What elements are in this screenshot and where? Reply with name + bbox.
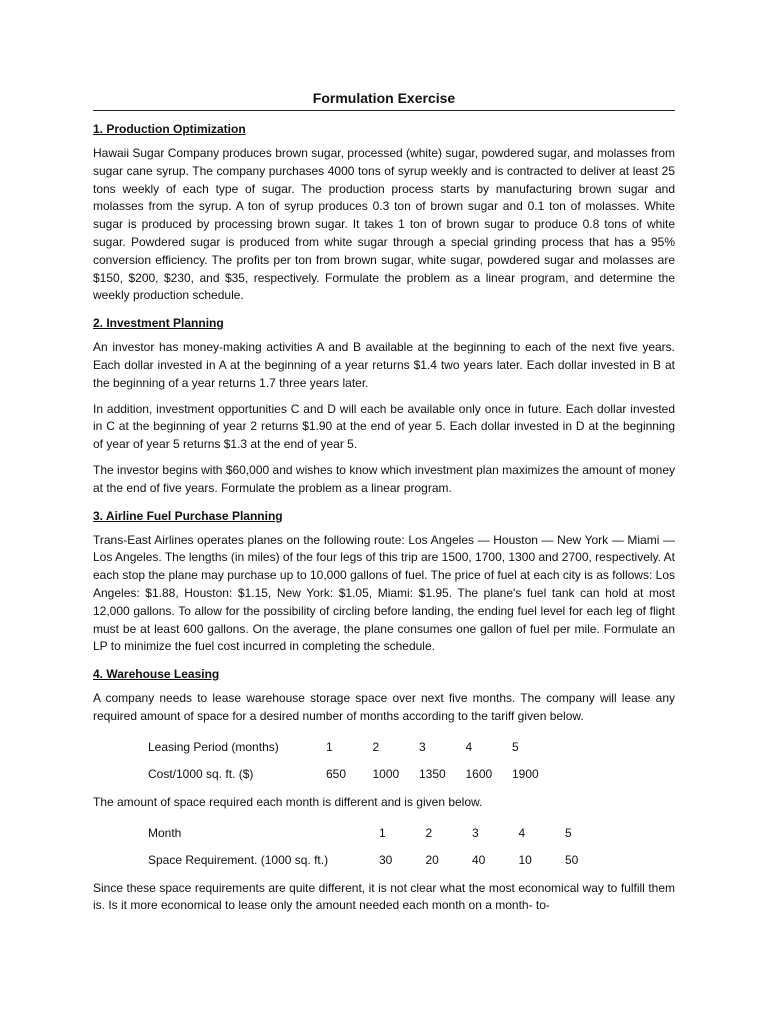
paragraph: The investor begins with $60,000 and wishes to know which investment plan maximizes the amount of money at the end of five years. Formulate the problem as a linear program. (93, 462, 675, 495)
table-row (148, 820, 675, 847)
section-heading: 4. Warehouse Leasing (93, 667, 220, 682)
table-cell: 50 (565, 853, 579, 868)
table-cell: 1350 (419, 767, 446, 782)
paragraph: The amount of space required each month is different and is given below. (93, 794, 483, 809)
paragraph: A company needs to lease warehouse storage space over next five months. The company will lease any required amount of space for a desired number of months according to the tariff given below. (93, 691, 675, 723)
table-cell: 20 (425, 853, 439, 868)
section-heading: 2. Investment Planning (93, 316, 224, 331)
row-label: Month (148, 826, 182, 841)
table-cell: 3 (419, 740, 426, 755)
table-cell: 5 (512, 740, 519, 755)
table-cell: 1600 (465, 767, 493, 782)
space-requirement-table (148, 820, 675, 874)
table-cell: 3 (472, 826, 479, 841)
table-cell: 2 (372, 740, 380, 755)
table-cell: 30 (379, 853, 393, 868)
paragraph: An investor has money-making activities A and B available at the beginning to each of the next five years. Each dollar invested in A at the beginning of a year returns $1.4 two years later. Each dollar invested in B at the beginning of a year returns 1.7 three years later. (93, 340, 675, 390)
section-warehouse-leasing (93, 666, 675, 915)
table-row (148, 761, 675, 788)
section-heading: 1. Production Optimization (93, 122, 246, 136)
table-cell: 4 (518, 826, 526, 841)
table-cell: 1 (379, 826, 386, 841)
document-title: Formulation Exercise (93, 88, 675, 111)
table-cell: 5 (565, 826, 572, 841)
tariff-table (148, 734, 675, 788)
table-cell: 1900 (512, 767, 539, 782)
row-label: Space Requirement. (1000 sq. ft.) (148, 853, 329, 868)
table-row (148, 847, 675, 874)
paragraph: In addition, investment opportunities C and D will each be available only once in future. Each dollar invested in C at the beginning of year 2 returns $1.90 at the end of year 5. Each dollar invested in D at the beginning of year of year 5 returns $1.3 at the end of year 5. (93, 401, 675, 452)
table-cell: 4 (465, 740, 473, 755)
table-cell: 650 (326, 767, 347, 782)
table-cell: 10 (518, 853, 532, 868)
section-airline-fuel (93, 508, 675, 657)
table-cell: 40 (472, 853, 486, 868)
row-label: Leasing Period (months) (148, 740, 279, 755)
paragraph: Since these space requirements are quite different, it is not clear what the most economical way to fulfill them is. Is it more economical to lease only the amount needed each month on a month- to- (93, 880, 675, 913)
table-cell: 1 (326, 740, 333, 755)
paragraph: Hawaii Sugar Company produces brown sugar, processed (white) sugar, powdered sugar, and molasses from sugar cane syrup. The company purchases 4000 tons of syrup weekly and is contracted to deliver at least 25 tons weekly of each type of sugar. The production process starts by manufacturing brown sugar and molasses from the syrup. A ton of syrup produces 0.3 ton of brown sugar and 0.1 ton of molasses. White sugar is produced by processing brown sugar. It takes 1 ton of brown sugar to produce 0.8 tons of white sugar. Powdered sugar is produced from white sugar through a special grinding process that has a 95% conversion efficiency. The profits per ton from brown sugar, white sugar, powdered sugar and molasses are $150, $200, $230, and $35, respectively. Formulate the problem as a linear program, and determine the weekly production schedule. (93, 146, 675, 303)
row-label: Cost/1000 sq. ft. ($) (148, 767, 254, 782)
table-cell: 1000 (372, 767, 400, 782)
table-cell: 2 (425, 826, 433, 841)
document-page (93, 88, 675, 923)
section-production-optimization (93, 121, 675, 305)
section-heading: 3. Airline Fuel Purchase Planning (93, 508, 283, 523)
section-investment-planning (93, 315, 675, 497)
paragraph: Trans-East Airlines operates planes on the following route: Los Angeles — Houston — New York — Miami — Los Angeles. The lengths (in miles) of the four legs of this trip are 1500, 1700, 1300 and 2700, respectively. At each stop the plane may purchase up to 10,000 gallons of fuel. The price of fuel at each city is as follows: Los Angeles: $1.88, Houston: $1.15, New York: $1.05, Miami: $1.95. The plane's fuel tank can hold at most 12,000 gallons. To allow for the possibility of circling before landing, the ending fuel level for each leg of flight must be at least 600 gallons. On the average, the plane consumes one gallon of fuel per mile. Formulate an LP to minimize the fuel cost incurred in completing the schedule. (93, 532, 675, 654)
table-row (148, 734, 675, 761)
